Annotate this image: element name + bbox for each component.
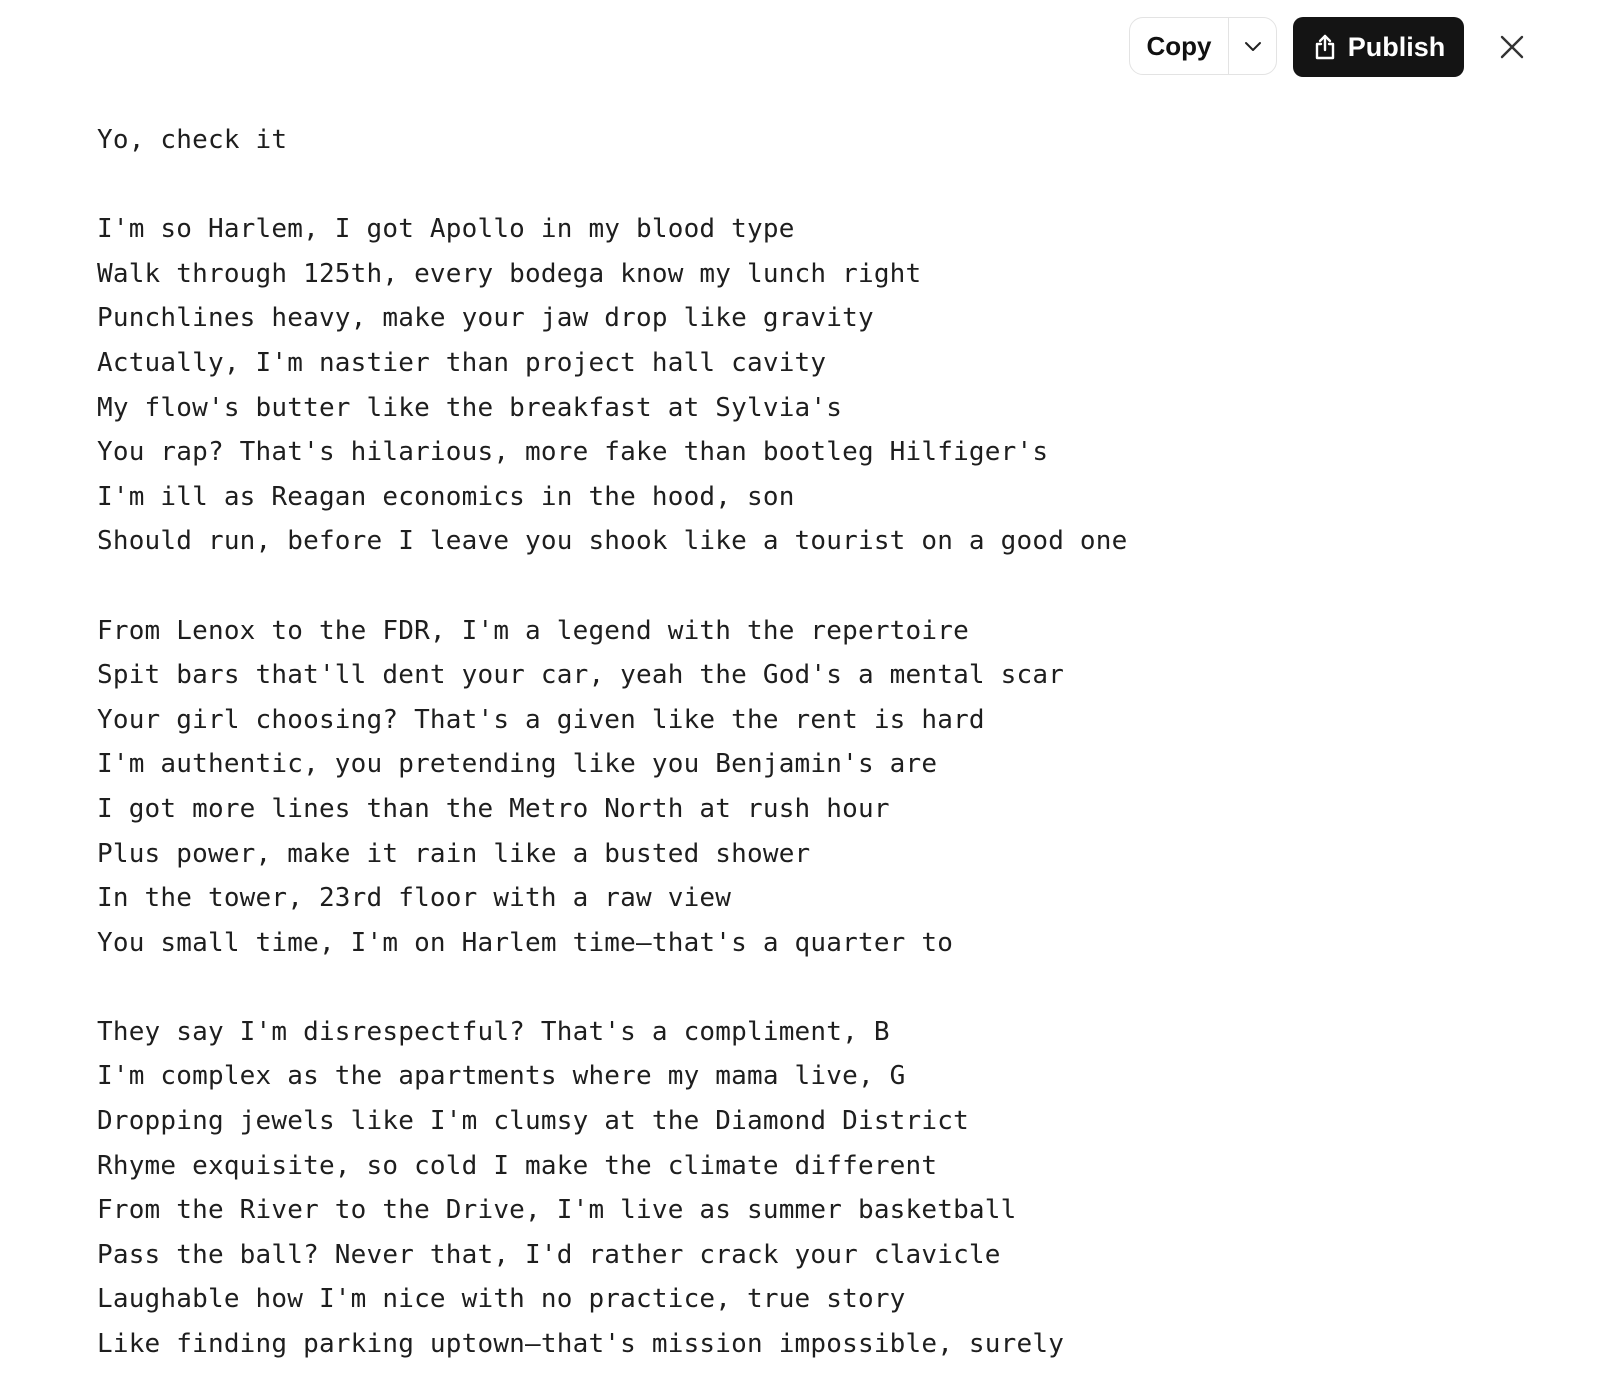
lyric-line: I'm authentic, you pretending like you Benjamin's are — [97, 749, 938, 780]
stanza-1 — [97, 207, 1497, 564]
share-upload-icon — [1312, 33, 1338, 61]
stanza-3 — [97, 1010, 1497, 1367]
lyric-line: Punchlines heavy, make your jaw drop like gravity — [97, 303, 874, 334]
copy-options-dropdown[interactable] — [1229, 18, 1276, 74]
lyric-line: From Lenox to the FDR, I'm a legend with the repertoire — [97, 615, 969, 646]
lyrics-document — [97, 118, 1497, 1367]
stanza-2 — [97, 609, 1497, 966]
lyric-line: Spit bars that'll dent your car, yeah the God's a mental scar — [97, 660, 1065, 691]
close-button[interactable] — [1494, 29, 1530, 65]
lyric-line: You rap? That's hilarious, more fake than bootleg Hilfiger's — [97, 437, 1049, 468]
copy-button[interactable]: Copy — [1130, 18, 1229, 74]
lyric-line: I got more lines than the Metro North at rush hour — [97, 793, 890, 824]
publish-button[interactable] — [1293, 17, 1464, 77]
lyric-line: Actually, I'm nastier than project hall cavity — [97, 347, 827, 378]
stanza-spacer — [97, 163, 1497, 208]
lyric-line: My flow's butter like the breakfast at Sylvia's — [97, 392, 843, 423]
lyric-line: Rhyme exquisite, so cold I make the climate different — [97, 1150, 938, 1181]
toolbar — [0, 17, 1600, 77]
lyric-line: You small time, I'm on Harlem time—that's a quarter to — [97, 927, 954, 958]
copy-button-group — [1129, 17, 1277, 75]
lyric-line: Should run, before I leave you shook like a tourist on a good one — [97, 526, 1128, 557]
lyric-line: Plus power, make it rain like a busted shower — [97, 838, 811, 869]
lyric-line: Laughable how I'm nice with no practice, true story — [97, 1284, 906, 1315]
lyric-line: From the River to the Drive, I'm live as summer basketball — [97, 1195, 1017, 1226]
stanza-spacer — [97, 564, 1497, 609]
close-icon — [1498, 33, 1526, 61]
lyric-line: In the tower, 23rd floor with a raw view — [97, 883, 732, 914]
chevron-down-icon — [1241, 34, 1265, 58]
publish-label: Publish — [1347, 31, 1446, 62]
lyric-line: I'm complex as the apartments where my mama live, G — [97, 1061, 906, 1092]
lyric-line: They say I'm disrespectful? That's a compliment, B — [97, 1016, 890, 1047]
stanza-spacer — [97, 965, 1497, 1010]
lyric-line: Like finding parking uptown—that's mission impossible, surely — [97, 1329, 1065, 1360]
lyric-line: Pass the ball? Never that, I'd rather crack your clavicle — [97, 1239, 1001, 1270]
lyric-line: I'm ill as Reagan economics in the hood, son — [97, 481, 795, 512]
lyric-line: Walk through 125th, every bodega know my lunch right — [97, 258, 922, 289]
lyric-line: I'm so Harlem, I got Apollo in my blood type — [97, 214, 795, 245]
lyric-line: Your girl choosing? That's a given like the rent is hard — [97, 704, 985, 735]
lyric-intro: Yo, check it — [97, 125, 288, 155]
lyric-line: Dropping jewels like I'm clumsy at the Diamond District — [97, 1106, 969, 1137]
